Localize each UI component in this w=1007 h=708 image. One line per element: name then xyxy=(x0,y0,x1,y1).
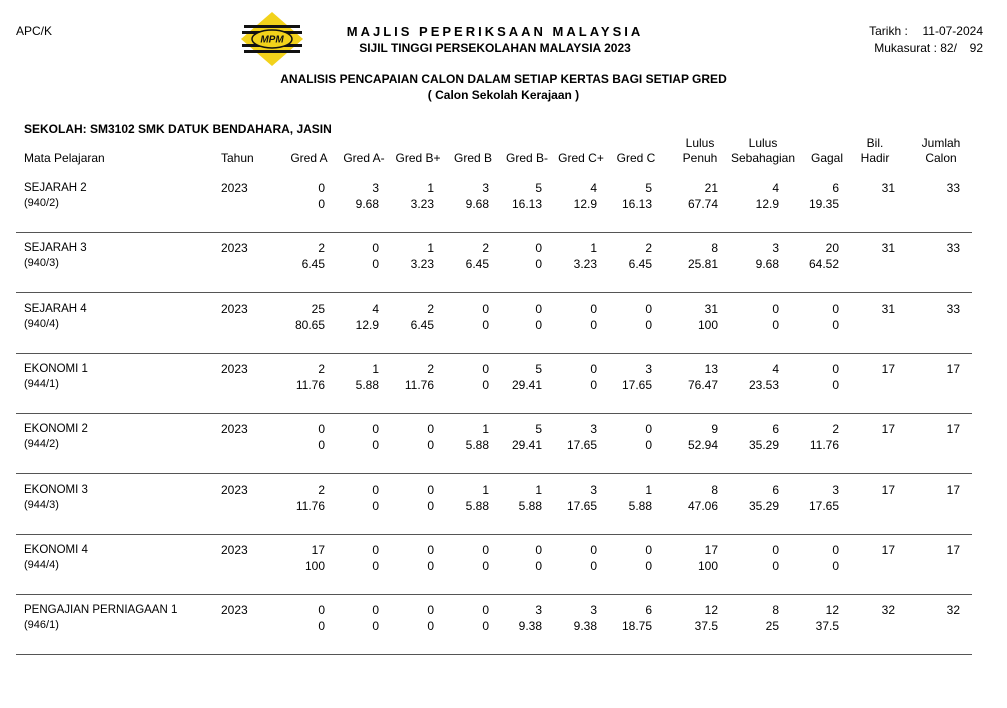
percent-cell: 0 xyxy=(590,558,597,573)
subject-name: PENGAJIAN PERNIAGAAN 1 xyxy=(24,604,178,617)
subject-code: (944/4) xyxy=(24,558,59,571)
count-cell: 6 xyxy=(772,422,779,437)
header-col-2: Gred B+ xyxy=(395,151,441,165)
subject-name: SEJARAH 4 xyxy=(24,302,87,315)
percent-cell: 9.68 xyxy=(755,257,779,272)
row-divider xyxy=(16,654,972,655)
percent-cell: 0 xyxy=(482,558,489,573)
percent-cell: 0 xyxy=(590,377,597,392)
exam-name: SIJIL TINGGI PERSEKOLAHAN MALAYSIA 2023 xyxy=(359,41,631,55)
count-cell: 1 xyxy=(590,241,597,256)
year-cell: 2023 xyxy=(221,361,248,376)
percent-cell: 11.76 xyxy=(809,438,839,453)
percent-cell: 0 xyxy=(645,558,652,573)
subject-code: (944/1) xyxy=(24,377,59,390)
count-cell: 6 xyxy=(772,482,779,497)
count-cell: 31 xyxy=(881,301,895,316)
header-subject: Mata Pelajaran xyxy=(24,151,105,165)
percent-cell: 17.65 xyxy=(621,377,652,392)
count-cell: 17 xyxy=(881,542,895,557)
count-cell: 20 xyxy=(825,241,839,256)
percent-cell: 37.5 xyxy=(815,619,839,634)
svg-text:MPM: MPM xyxy=(260,34,284,46)
table-row xyxy=(0,293,1007,354)
count-cell: 0 xyxy=(427,422,434,437)
percent-cell: 0 xyxy=(318,197,325,211)
subject-code: (944/2) xyxy=(24,438,59,451)
percent-cell: 0 xyxy=(318,619,325,634)
count-cell: 8 xyxy=(711,241,718,256)
count-cell: 3 xyxy=(590,603,597,618)
percent-cell: 17.65 xyxy=(808,498,839,513)
percent-cell: 17.65 xyxy=(566,438,597,453)
count-cell: 17 xyxy=(946,422,960,437)
percent-cell: 0 xyxy=(427,438,434,453)
count-cell: 0 xyxy=(772,301,779,316)
percent-cell: 12.9 xyxy=(755,197,779,211)
count-cell: 3 xyxy=(832,482,839,497)
date-label: Tarikh : xyxy=(869,24,908,38)
percent-cell: 25.81 xyxy=(687,257,718,272)
count-cell: 1 xyxy=(372,361,379,376)
header-col-8-line2: Sebahagian xyxy=(730,151,796,165)
page-label: Mukasurat : 82/ xyxy=(874,41,957,55)
header-col-0: Gred A xyxy=(290,151,328,165)
percent-cell: 6.45 xyxy=(410,317,434,332)
count-cell: 0 xyxy=(372,422,379,437)
count-cell: 0 xyxy=(482,542,489,557)
count-cell: 33 xyxy=(946,181,960,195)
percent-cell: 0 xyxy=(427,498,434,513)
percent-cell: 17.65 xyxy=(566,498,597,513)
table-row xyxy=(0,594,1007,655)
count-cell: 17 xyxy=(881,422,895,437)
percent-cell: 100 xyxy=(697,317,718,332)
count-cell: 2 xyxy=(318,482,325,497)
percent-cell: 5.88 xyxy=(465,498,489,513)
count-cell: 0 xyxy=(372,482,379,497)
percent-cell: 0 xyxy=(427,558,434,573)
count-cell: 0 xyxy=(645,301,652,316)
percent-cell: 9.68 xyxy=(465,197,489,211)
percent-cell: 0 xyxy=(645,317,652,332)
percent-cell: 9.38 xyxy=(518,619,542,634)
table-row xyxy=(0,353,1007,414)
header-col-8-line1: Lulus xyxy=(748,136,778,150)
percent-cell: 5.88 xyxy=(518,498,542,513)
subject-name: EKONOMI 4 xyxy=(24,543,88,556)
percent-cell: 0 xyxy=(772,317,779,332)
count-cell: 5 xyxy=(645,181,652,195)
report-code: APC/K xyxy=(16,24,53,38)
count-cell: 5 xyxy=(535,181,542,195)
count-cell: 3 xyxy=(535,603,542,618)
year-cell: 2023 xyxy=(221,422,248,437)
count-cell: 3 xyxy=(482,181,489,195)
percent-cell: 6.45 xyxy=(301,257,325,272)
percent-cell: 0 xyxy=(832,558,839,573)
page-number xyxy=(874,41,983,55)
subject-name: EKONOMI 3 xyxy=(24,483,88,496)
table-row xyxy=(0,534,1007,595)
year-cell: 2023 xyxy=(221,241,248,256)
percent-cell: 0 xyxy=(535,257,542,272)
table-row xyxy=(0,232,1007,293)
count-cell: 31 xyxy=(704,301,718,316)
subject-name: EKONOMI 1 xyxy=(24,362,88,375)
percent-cell: 76.47 xyxy=(687,377,718,392)
count-cell: 0 xyxy=(590,361,597,376)
subject-code: (946/1) xyxy=(24,619,59,632)
count-cell: 2 xyxy=(645,241,652,256)
year-cell: 2023 xyxy=(221,301,248,316)
percent-cell: 16.13 xyxy=(511,197,542,211)
subject-code: (944/3) xyxy=(24,498,59,511)
percent-cell: 3.23 xyxy=(410,257,434,272)
count-cell: 0 xyxy=(372,603,379,618)
count-cell: 0 xyxy=(427,482,434,497)
percent-cell: 6.45 xyxy=(628,257,652,272)
count-cell: 32 xyxy=(946,603,960,618)
count-cell: 5 xyxy=(535,361,542,376)
count-cell: 17 xyxy=(946,482,960,497)
count-cell: 17 xyxy=(704,542,718,557)
header-col-7-line2: Penuh xyxy=(682,151,718,165)
subject-name: EKONOMI 2 xyxy=(24,423,88,436)
percent-cell: 47.06 xyxy=(687,498,718,513)
percent-cell: 52.94 xyxy=(687,438,718,453)
percent-cell: 9.68 xyxy=(355,197,379,211)
table-header xyxy=(0,136,1007,166)
count-cell: 2 xyxy=(427,361,434,376)
percent-cell: 11.76 xyxy=(404,377,434,392)
header-col-1: Gred A- xyxy=(343,151,385,165)
count-cell: 0 xyxy=(318,422,325,437)
table-row xyxy=(0,413,1007,474)
percent-cell: 16.13 xyxy=(621,197,652,211)
percent-cell: 0 xyxy=(590,317,597,332)
percent-cell: 100 xyxy=(304,558,325,573)
count-cell: 1 xyxy=(427,181,434,195)
percent-cell: 0 xyxy=(372,438,379,453)
percent-cell: 12.9 xyxy=(573,197,597,211)
subject-name: SEJARAH 2 xyxy=(24,182,87,194)
count-cell: 1 xyxy=(535,482,542,497)
header-col-9: Gagal xyxy=(810,151,844,165)
count-cell: 0 xyxy=(590,301,597,316)
header-col-7-line1: Lulus xyxy=(685,136,715,150)
page-total: 92 xyxy=(969,41,983,55)
org-name: MAJLIS PEPERIKSAAN MALAYSIA xyxy=(346,24,644,39)
count-cell: 32 xyxy=(881,603,895,618)
count-cell: 1 xyxy=(482,422,489,437)
percent-cell: 6.45 xyxy=(465,257,489,272)
count-cell: 0 xyxy=(772,542,779,557)
header-col-6: Gred C xyxy=(616,151,656,165)
percent-cell: 0 xyxy=(372,257,379,272)
count-cell: 5 xyxy=(535,422,542,437)
count-cell: 6 xyxy=(645,603,652,618)
header-col-11-line1: Jumlah xyxy=(921,136,961,150)
school-name: SEKOLAH: SM3102 SMK DATUK BENDAHARA, JASIN xyxy=(24,122,332,136)
report-subtitle: ( Calon Sekolah Kerajaan ) xyxy=(427,88,580,102)
count-cell: 0 xyxy=(372,542,379,557)
percent-cell: 19.35 xyxy=(808,197,839,211)
table-row xyxy=(0,172,1007,233)
header-col-11-line2: Calon xyxy=(925,151,957,165)
header-col-10-line1: Bil. xyxy=(866,136,884,150)
percent-cell: 23.53 xyxy=(748,377,779,392)
percent-cell: 0 xyxy=(482,377,489,392)
percent-cell: 64.52 xyxy=(808,257,839,272)
table-row xyxy=(0,474,1007,535)
count-cell: 3 xyxy=(372,181,379,195)
count-cell: 1 xyxy=(482,482,489,497)
count-cell: 25 xyxy=(311,301,325,316)
percent-cell: 80.65 xyxy=(294,317,325,332)
count-cell: 0 xyxy=(645,422,652,437)
count-cell: 0 xyxy=(832,361,839,376)
count-cell: 2 xyxy=(482,241,489,256)
count-cell: 4 xyxy=(590,181,597,195)
header-col-10-line2: Hadir xyxy=(860,151,890,165)
percent-cell: 100 xyxy=(697,558,718,573)
percent-cell: 0 xyxy=(645,438,652,453)
count-cell: 2 xyxy=(318,241,325,256)
percent-cell: 0 xyxy=(372,619,379,634)
count-cell: 1 xyxy=(645,482,652,497)
subject-code: (940/2) xyxy=(24,197,59,209)
percent-cell: 29.41 xyxy=(511,377,542,392)
count-cell: 0 xyxy=(590,542,597,557)
count-cell: 17 xyxy=(881,482,895,497)
count-cell: 12 xyxy=(825,603,839,618)
count-cell: 31 xyxy=(881,241,895,256)
percent-cell: 0 xyxy=(482,317,489,332)
percent-cell: 35.29 xyxy=(748,498,779,513)
count-cell: 6 xyxy=(832,181,839,195)
year-cell: 2023 xyxy=(221,181,248,195)
percent-cell: 67.74 xyxy=(687,197,718,211)
percent-cell: 0 xyxy=(832,377,839,392)
percent-cell: 5.88 xyxy=(628,498,652,513)
mpm-logo xyxy=(240,11,304,67)
percent-cell: 11.76 xyxy=(295,377,325,392)
count-cell: 0 xyxy=(318,181,325,195)
count-cell: 0 xyxy=(318,603,325,618)
percent-cell: 9.38 xyxy=(573,619,597,634)
date-value: 11-07-2024 xyxy=(922,24,983,38)
count-cell: 3 xyxy=(772,241,779,256)
percent-cell: 25 xyxy=(765,619,779,634)
percent-cell: 3.23 xyxy=(410,197,434,211)
count-cell: 31 xyxy=(881,181,895,195)
header-year: Tahun xyxy=(221,151,254,165)
count-cell: 13 xyxy=(704,361,718,376)
count-cell: 0 xyxy=(832,542,839,557)
report-date xyxy=(869,24,983,38)
percent-cell: 5.88 xyxy=(355,377,379,392)
year-cell: 2023 xyxy=(221,603,248,618)
count-cell: 0 xyxy=(372,241,379,256)
count-cell: 8 xyxy=(711,482,718,497)
count-cell: 2 xyxy=(427,301,434,316)
count-cell: 0 xyxy=(535,542,542,557)
percent-cell: 0 xyxy=(832,317,839,332)
report-title: ANALISIS PENCAPAIAN CALON DALAM SETIAP KERTAS BAGI SETIAP GRED xyxy=(280,72,727,86)
count-cell: 0 xyxy=(427,542,434,557)
count-cell: 4 xyxy=(772,181,779,195)
percent-cell: 0 xyxy=(772,558,779,573)
percent-cell: 12.9 xyxy=(355,317,379,332)
percent-cell: 0 xyxy=(427,619,434,634)
percent-cell: 0 xyxy=(372,498,379,513)
count-cell: 4 xyxy=(372,301,379,316)
percent-cell: 37.5 xyxy=(694,619,718,634)
percent-cell: 0 xyxy=(318,438,325,453)
count-cell: 0 xyxy=(832,301,839,316)
percent-cell: 3.23 xyxy=(573,257,597,272)
header-col-3: Gred B xyxy=(453,151,492,165)
percent-cell: 0 xyxy=(372,558,379,573)
count-cell: 21 xyxy=(704,181,718,195)
count-cell: 4 xyxy=(772,361,779,376)
count-cell: 2 xyxy=(318,361,325,376)
count-cell: 0 xyxy=(535,241,542,256)
count-cell: 0 xyxy=(482,301,489,316)
year-cell: 2023 xyxy=(221,482,248,497)
count-cell: 0 xyxy=(645,542,652,557)
count-cell: 3 xyxy=(590,422,597,437)
percent-cell: 35.29 xyxy=(748,438,779,453)
percent-cell: 29.41 xyxy=(511,438,542,453)
count-cell: 0 xyxy=(535,301,542,316)
count-cell: 0 xyxy=(482,361,489,376)
percent-cell: 0 xyxy=(535,317,542,332)
count-cell: 1 xyxy=(427,241,434,256)
count-cell: 2 xyxy=(832,422,839,437)
header-col-4: Gred B- xyxy=(505,151,548,165)
subject-code: (940/4) xyxy=(24,317,59,330)
count-cell: 12 xyxy=(704,603,718,618)
count-cell: 3 xyxy=(590,482,597,497)
count-cell: 17 xyxy=(311,542,325,557)
percent-cell: 18.75 xyxy=(621,619,652,634)
subject-name: SEJARAH 3 xyxy=(24,242,87,255)
count-cell: 9 xyxy=(711,422,718,437)
count-cell: 3 xyxy=(645,361,652,376)
percent-cell: 0 xyxy=(535,558,542,573)
count-cell: 0 xyxy=(482,603,489,618)
count-cell: 0 xyxy=(427,603,434,618)
percent-cell: 5.88 xyxy=(465,438,489,453)
percent-cell: 11.76 xyxy=(295,498,325,513)
count-cell: 17 xyxy=(946,542,960,557)
count-cell: 33 xyxy=(946,301,960,316)
count-cell: 33 xyxy=(946,241,960,256)
count-cell: 8 xyxy=(772,603,779,618)
year-cell: 2023 xyxy=(221,542,248,557)
header-col-5: Gred C+ xyxy=(558,151,604,165)
percent-cell: 0 xyxy=(482,619,489,634)
count-cell: 17 xyxy=(881,361,895,376)
count-cell: 17 xyxy=(946,361,960,376)
subject-code: (940/3) xyxy=(24,257,59,270)
